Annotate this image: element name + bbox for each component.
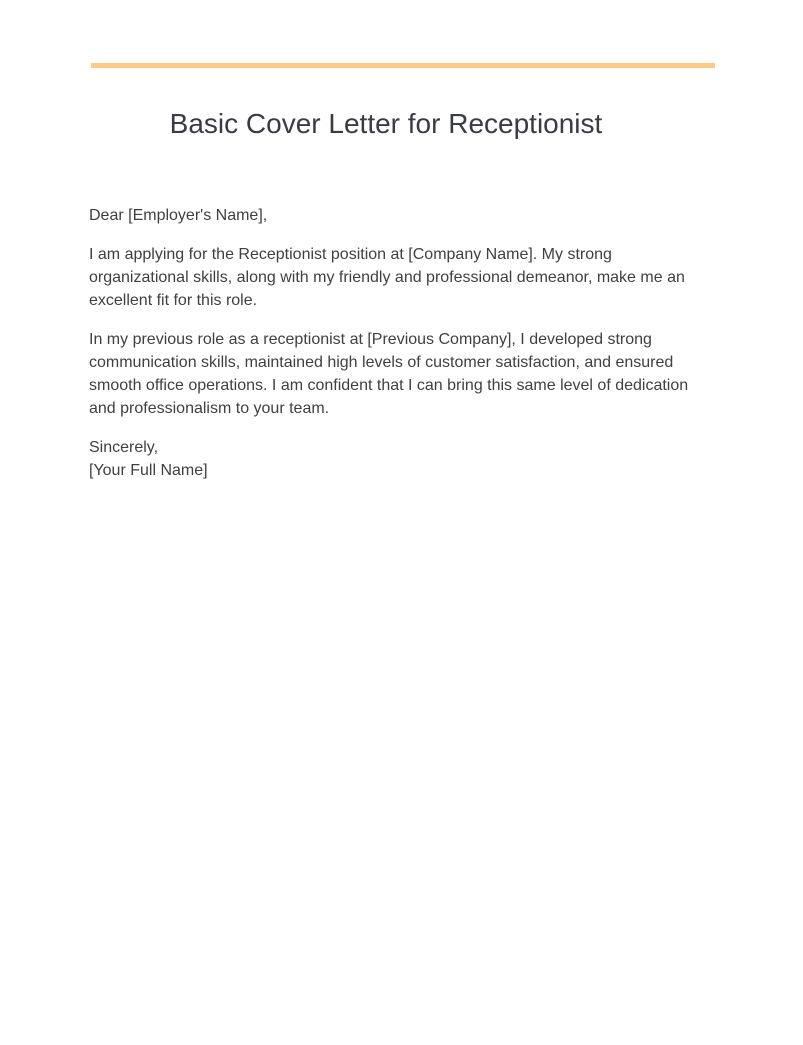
greeting: Dear [Employer's Name], bbox=[89, 207, 268, 224]
accent-bar bbox=[91, 63, 715, 68]
signature: [Your Full Name] bbox=[89, 462, 208, 479]
paragraph: In my previous role as a receptionist at [Previous Company], I developed strong communication skills, maintained high levels of customer satisfaction, and ensured smooth office operations. I am confident that I can bring this same level of dedication and professionalism to your team. bbox=[89, 331, 689, 417]
page-title: Basic Cover Letter for Receptionist bbox=[169, 108, 603, 139]
closing: Sincerely, bbox=[89, 439, 159, 456]
paragraph: I am applying for the Receptionist position at [Company Name]. My strong organizational skills, along with my friendly and professional demeanor, make me an excellent fit for this role. bbox=[89, 246, 685, 309]
letter-body bbox=[89, 204, 689, 482]
